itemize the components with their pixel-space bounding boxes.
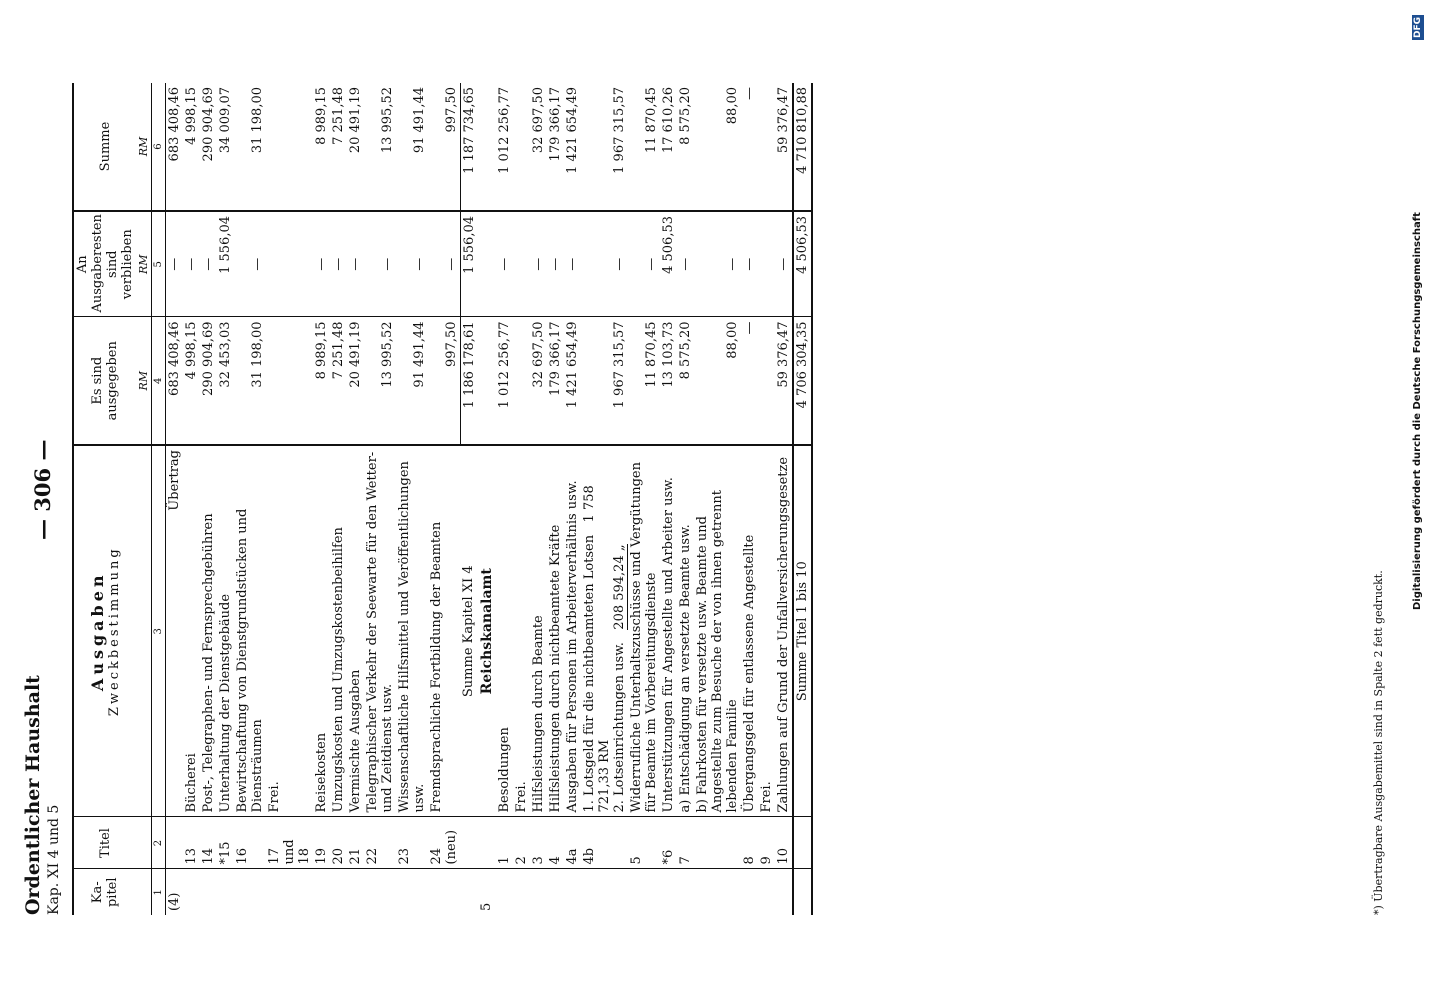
footnote: *) Übertragbare Ausgabemittel sind in Spalte 2 fett gedruckt. — [1372, 570, 1385, 915]
reste-value: — — [564, 211, 581, 317]
ausgegeben-value: — — [741, 317, 758, 445]
summe-value: 4 998,15 — [183, 83, 200, 211]
kapitel-cell — [581, 869, 628, 915]
table-row — [677, 83, 694, 915]
kapitel-cell — [758, 869, 775, 915]
summe-value: 20 491,19 — [347, 83, 364, 211]
summe-value: 179 366,17 — [547, 83, 564, 211]
table-row — [183, 83, 200, 915]
uebertrag-label: Übertrag — [166, 445, 184, 817]
summe-total: 4 710 810,88 — [793, 83, 812, 211]
kapitel-cell — [530, 869, 547, 915]
row-description: Unterstützungen für Angestellte und Arbeiter usw. — [660, 445, 677, 817]
summe-value: 88,00 — [694, 83, 741, 211]
ausgegeben-value: 4 998,15 — [183, 317, 200, 445]
kapitel-cell — [628, 869, 660, 915]
titel-number: 4b — [581, 817, 628, 869]
kapitel-cell — [564, 869, 581, 915]
kapitel-cell — [460, 869, 478, 915]
table-row — [200, 83, 217, 915]
row-description: Fremdsprachliche Fortbildung der Beamten — [428, 445, 460, 817]
kapitel-cell — [547, 869, 564, 915]
row-description: Besoldungen — [496, 445, 513, 817]
kapitel-cell — [428, 869, 460, 915]
table-row — [313, 83, 330, 915]
header-summe: Summe — [73, 83, 136, 211]
ausgegeben-value: 1 967 315,57 — [581, 317, 628, 445]
ausgegeben-value: 32 453,03 — [217, 317, 234, 445]
ausgegeben-value: 290 904,69 — [200, 317, 217, 445]
kapitel-cell — [396, 869, 428, 915]
table-row — [217, 83, 234, 915]
lotseinrichtungen-line — [612, 450, 627, 813]
uebertrag-row — [166, 83, 184, 915]
column-number-row — [152, 83, 166, 915]
table-row — [741, 83, 758, 915]
unit-rm: RM — [136, 317, 152, 445]
summe-value: 683 408,46 — [166, 83, 184, 211]
titel-number: 1 — [496, 817, 513, 869]
table-row — [530, 83, 547, 915]
lotsgeld-amount: 1 758 721,33 RM — [581, 485, 612, 813]
kapitel-cell — [775, 869, 793, 915]
kapitel-xi5-rows-continued — [628, 83, 793, 915]
unit-cell-empty — [136, 445, 152, 817]
table-row — [758, 83, 775, 915]
kapitel-xi4-rows — [183, 83, 460, 915]
row-description: Umzugskosten und Umzugskostenbeihilfen — [330, 445, 347, 817]
titel-number: 7 — [677, 817, 694, 869]
reste-value: — — [234, 211, 266, 317]
summe-titel-label: Summe Titel 1 bis 10 — [793, 445, 812, 817]
unit-rm: RM — [136, 83, 152, 211]
row-description: Widerrufliche Unterhaltszuschüsse und Vergütungen für Beamte im Vorbereitungsdienste — [628, 445, 660, 817]
ausgegeben-value: 8 989,15 — [313, 317, 330, 445]
ausgegeben-value — [266, 317, 313, 445]
row-description: Ausgaben für Personen im Arbeiterverhältnis usw. — [564, 445, 581, 817]
reste-value: — — [628, 211, 660, 317]
reste-value: — — [364, 211, 396, 317]
reste-total: 4 506,53 — [793, 211, 812, 317]
table-row — [628, 83, 660, 915]
summe-value — [513, 83, 530, 211]
kapitel-cell — [513, 869, 530, 915]
lotseinrichtungen-amount: 208 594,24 „ — [611, 544, 627, 630]
ausgegeben-value: 179 366,17 — [547, 317, 564, 445]
titel-number: 13 — [183, 817, 200, 869]
row-description: Vermischte Ausgaben — [347, 445, 364, 817]
table-row — [396, 83, 428, 915]
ausgegeben-value: 13 103,73 — [660, 317, 677, 445]
row-description: Wissenschaftliche Hilfsmittel und Veröffentlichungen usw. — [396, 445, 428, 817]
header-zweck — [73, 445, 136, 817]
kapitel-cell — [660, 869, 677, 915]
empty-cell — [478, 317, 496, 445]
ausgegeben-value: 11 870,45 — [628, 317, 660, 445]
summe-value — [266, 83, 313, 211]
ausgegeben-total: 4 706 304,35 — [793, 317, 812, 445]
summe-value: 91 491,44 — [396, 83, 428, 211]
column-number: 6 — [152, 83, 166, 211]
titel-number: 17 und 18 — [266, 817, 313, 869]
table-row — [564, 83, 581, 915]
header-zweckbestimmung: Zweckbestimmung — [107, 546, 122, 717]
unit-row — [136, 83, 152, 915]
kapitel-cell — [364, 869, 396, 915]
titel-cell — [166, 817, 184, 869]
section-title: Reichskanalamt — [478, 445, 496, 817]
dfg-logo: DFG — [1413, 16, 1423, 38]
ausgegeben-value: 1 421 654,49 — [564, 317, 581, 445]
summe-value — [758, 83, 775, 211]
table-header-row — [73, 83, 136, 915]
titel-number: 23 — [396, 817, 428, 869]
titel-number: 9 — [758, 817, 775, 869]
table-row — [775, 83, 793, 915]
reste-value: — — [496, 211, 513, 317]
summe-value: 17 610,26 — [660, 83, 677, 211]
section-heading-row — [478, 83, 496, 915]
reste-value — [266, 211, 313, 317]
row-description: Telegraphischer Verkehr der Seewarte für den Wetter- und Zeitdienst usw. — [364, 445, 396, 817]
summe-value: 1 421 654,49 — [564, 83, 581, 211]
reste-value: — — [347, 211, 364, 317]
titel-number: 20 — [330, 817, 347, 869]
kapitel-cell — [741, 869, 758, 915]
summe-value: 290 904,69 — [200, 83, 217, 211]
kapitel-cell — [217, 869, 234, 915]
kapitel-number: 5 — [478, 902, 494, 911]
table-row — [428, 83, 460, 915]
row-description: Unterhaltung der Dienstgebäude — [217, 445, 234, 817]
unit-cell-empty — [136, 817, 152, 869]
column-number: 2 — [152, 817, 166, 869]
kapitel-cell — [677, 869, 694, 915]
budget-table — [72, 83, 813, 915]
lotsgeld-label: 1. Lotsgeld für die nichtbeamteten Lotsen — [581, 534, 597, 813]
kapitel-cell — [694, 869, 741, 915]
row-4b-text — [581, 445, 628, 817]
titel-number: *15 — [217, 817, 234, 869]
kapitel-number: (4) — [167, 892, 182, 911]
titel-number: 19 — [313, 817, 330, 869]
row-description: Frei. — [758, 445, 775, 817]
titel-number: 14 — [200, 817, 217, 869]
kapitel-cell — [266, 869, 313, 915]
reste-value: — — [396, 211, 428, 317]
titel-number: 4 — [547, 817, 564, 869]
reste-value — [513, 211, 530, 317]
row-description: Zahlungen auf Grund der Unfallversicherungsgesetze — [775, 445, 793, 817]
reste-value: — — [530, 211, 547, 317]
titel-number — [694, 817, 741, 869]
kapitel-cell — [234, 869, 266, 915]
summe-value: 997,50 — [428, 83, 460, 211]
table-row — [266, 83, 313, 915]
row-description: Frei. — [513, 445, 530, 817]
digitization-credit: Digitalisierung gefördert durch die Deutsche Forschungsgemeinschaft — [1412, 212, 1423, 610]
table-row — [347, 83, 364, 915]
row-description: Bücherei — [183, 445, 200, 817]
summe-value: — — [741, 83, 758, 211]
table-row — [330, 83, 347, 915]
titel-number: 3 — [530, 817, 547, 869]
kapitel-cell — [313, 869, 330, 915]
ausgegeben-value: 20 491,19 — [347, 317, 364, 445]
titel-number: 24 (neu) — [428, 817, 460, 869]
summe-value: 32 697,50 — [530, 83, 547, 211]
reste-value: 1 556,04 — [217, 211, 234, 317]
titel-cell — [793, 817, 812, 869]
header-ausgegeben: Es sind ausgegeben — [73, 317, 136, 445]
summe-value: 34 009,07 — [217, 83, 234, 211]
summe-value: 8 989,15 — [313, 83, 330, 211]
table-row — [513, 83, 530, 915]
header-ausgabereste: An Ausgaberesten sind verblieben — [73, 211, 136, 317]
reste-value: 4 506,53 — [660, 211, 677, 317]
row-description: a) Entschädigung an versetzte Beamte usw. — [677, 445, 694, 817]
titel-number: 22 — [364, 817, 396, 869]
titel-number: 8 — [741, 817, 758, 869]
titel-cell — [478, 817, 496, 869]
row-description: Reisekosten — [313, 445, 330, 817]
summe-value: 1 012 256,77 — [496, 83, 513, 211]
header-kapitel-label: Ka-pitel — [90, 877, 120, 908]
ausgegeben-value: 7 251,48 — [330, 317, 347, 445]
reste-value: — — [741, 211, 758, 317]
summe-value: 1 967 315,57 — [581, 83, 628, 211]
kapitel-cell — [330, 869, 347, 915]
document-subtitle: Kap. XI 4 und 5 — [46, 804, 62, 915]
page-number: — 306 — — [30, 439, 55, 540]
summe-value: 8 575,20 — [677, 83, 694, 211]
summe-kapitel-label: Summe Kapitel XI 4 — [460, 445, 478, 817]
summe-value: 11 870,45 — [628, 83, 660, 211]
reste-value: — — [313, 211, 330, 317]
row-description: Hilfsleistungen durch nichtbeamtete Kräfte — [547, 445, 564, 817]
kapitel-cell — [200, 869, 217, 915]
ausgegeben-value: 32 697,50 — [530, 317, 547, 445]
ausgegeben-value: 683 408,46 — [166, 317, 184, 445]
row-description: Bewirtschaftung von Dienstgrundstücken und Diensträumen — [234, 445, 266, 817]
row-description: Frei. — [266, 445, 313, 817]
kapitel-cell — [347, 869, 364, 915]
titel-number: 2 — [513, 817, 530, 869]
table-row — [694, 83, 741, 915]
titel-number: 21 — [347, 817, 364, 869]
table-row — [234, 83, 266, 915]
reste-value: — — [775, 211, 793, 317]
kapitel-cell — [496, 869, 513, 915]
reste-value: — — [166, 211, 184, 317]
row-description: b) Fahrkosten für versetzte usw. Beamte und Angestellte zum Besuche der von ihnen getrennt lebenden Familie — [694, 445, 741, 817]
ausgegeben-value: 13 995,52 — [364, 317, 396, 445]
row-description: Post-, Telegraphen- und Fernsprechgebühren — [200, 445, 217, 817]
titel-number: 5 — [628, 817, 660, 869]
empty-cell — [478, 211, 496, 317]
reste-value: — — [200, 211, 217, 317]
summe-value: 59 376,47 — [775, 83, 793, 211]
summe-kapitel-row — [460, 83, 478, 915]
ausgegeben-value: 997,50 — [428, 317, 460, 445]
reste-value: — — [183, 211, 200, 317]
column-number: 3 — [152, 445, 166, 817]
column-number: 5 — [152, 211, 166, 317]
header-kapitel — [73, 869, 136, 915]
ausgegeben-value: 31 198,00 — [234, 317, 266, 445]
reste-value: — — [677, 211, 694, 317]
header-titel — [73, 817, 136, 869]
column-number: 1 — [152, 869, 166, 915]
ausgegeben-value: 91 491,44 — [396, 317, 428, 445]
reste-value: — — [581, 211, 628, 317]
reste-value: — — [330, 211, 347, 317]
ausgegeben-value: 59 376,47 — [775, 317, 793, 445]
summe-value: 13 995,52 — [364, 83, 396, 211]
titel-number: *6 — [660, 817, 677, 869]
unit-rm: RM — [136, 211, 152, 317]
lotsgeld-line — [582, 450, 612, 813]
ausgegeben-value: 8 575,20 — [677, 317, 694, 445]
reste-value: — — [694, 211, 741, 317]
row-4b — [581, 83, 628, 915]
table-row — [496, 83, 513, 915]
titel-cell — [460, 817, 478, 869]
titel-number: 4a — [564, 817, 581, 869]
reste-value: — — [428, 211, 460, 317]
unit-cell-empty — [136, 869, 152, 915]
kapitel-cell — [793, 869, 812, 915]
ausgegeben-value: 1 186 178,61 — [460, 317, 478, 445]
table-row — [660, 83, 677, 915]
table-row — [547, 83, 564, 915]
summe-titel-row — [793, 83, 812, 915]
header-titel-label: Titel — [97, 828, 113, 858]
reste-value: 1 556,04 — [460, 211, 478, 317]
ausgegeben-value — [513, 317, 530, 445]
column-number: 4 — [152, 317, 166, 445]
reste-value — [758, 211, 775, 317]
summe-value: 31 198,00 — [234, 83, 266, 211]
kapitel-xi5-rows — [496, 83, 581, 915]
reste-value: — — [547, 211, 564, 317]
summe-value: 7 251,48 — [330, 83, 347, 211]
titel-number: 10 — [775, 817, 793, 869]
table-row — [364, 83, 396, 915]
lotseinrichtungen-label: 2. Lotseinrichtungen usw. — [611, 642, 627, 813]
document-title: Ordentlicher Haushalt — [22, 675, 44, 915]
header-ausgaben: Ausgaben — [88, 571, 107, 692]
ausgegeben-value — [758, 317, 775, 445]
row-description: Hilfsleistungen durch Beamte — [530, 445, 547, 817]
ausgegeben-value: 88,00 — [694, 317, 741, 445]
ausgegeben-value: 1 012 256,77 — [496, 317, 513, 445]
titel-number: 16 — [234, 817, 266, 869]
summe-value: 1 187 734,65 — [460, 83, 478, 211]
kapitel-cell — [183, 869, 200, 915]
row-description: Übergangsgeld für entlassene Angestellte — [741, 445, 758, 817]
empty-cell — [478, 83, 496, 211]
